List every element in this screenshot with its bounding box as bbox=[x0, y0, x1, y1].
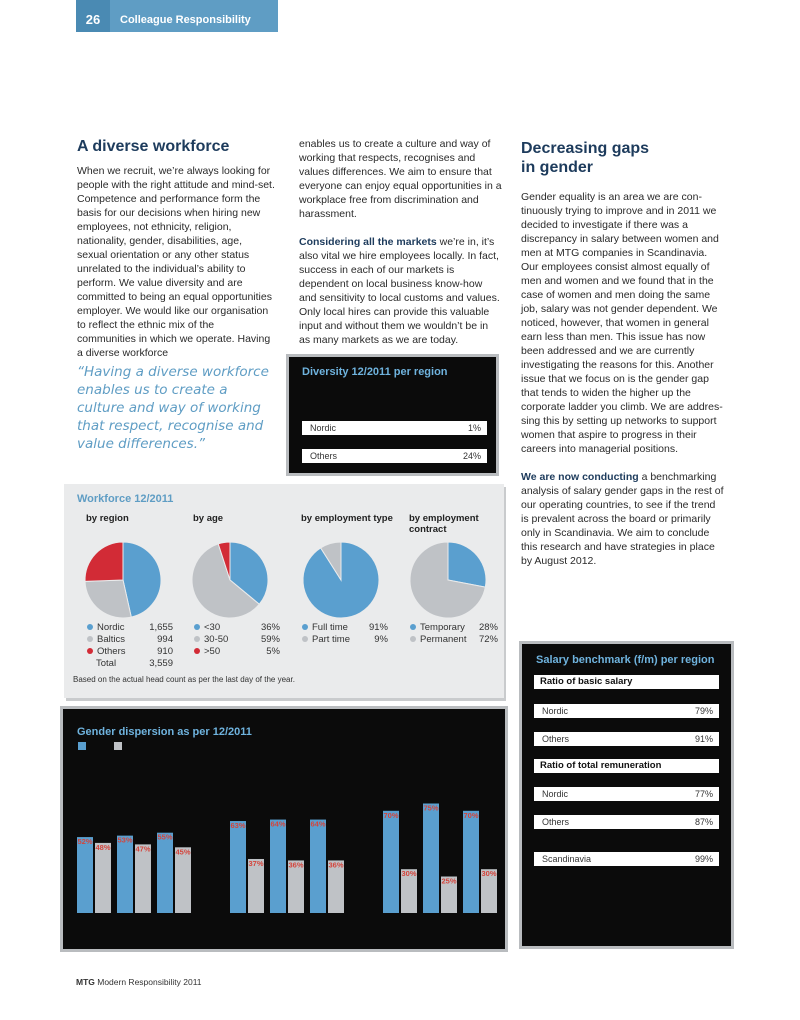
legend-value: 910 bbox=[157, 646, 173, 657]
total-label: Total bbox=[96, 658, 117, 669]
scandinavia-value: 99% bbox=[694, 854, 713, 864]
legend-value: 1,655 bbox=[149, 622, 173, 633]
total-remuneration-header: Ratio of total remuneration bbox=[534, 759, 719, 773]
workforce-legend-item bbox=[87, 622, 187, 634]
diversity-title: Diversity 12/2011 per region bbox=[302, 366, 448, 378]
workforce-legend-item bbox=[302, 634, 402, 646]
pie-slice-baltics bbox=[85, 580, 131, 618]
gender-bar-label: 52% bbox=[77, 837, 93, 847]
gender-bar bbox=[175, 847, 191, 913]
diversity-row bbox=[302, 421, 487, 435]
scandinavia-row bbox=[534, 852, 719, 866]
diversity-row-label: Nordic bbox=[310, 423, 337, 433]
workforce-total bbox=[96, 658, 187, 670]
legend-dot-icon bbox=[87, 624, 93, 630]
legend-dot-icon bbox=[410, 624, 416, 630]
diversity-row-value: 24% bbox=[462, 451, 481, 461]
workforce-legend-item bbox=[410, 622, 510, 634]
workforce-legend-item bbox=[194, 622, 294, 634]
heading-gender-gaps-line2: in gender bbox=[521, 159, 594, 176]
gender-bar bbox=[383, 811, 399, 913]
workforce-chart-subtitle: by employment type bbox=[301, 513, 393, 524]
col3-body-part1: Gender equality is an area we are con-tinuously trying to improve and in 2011 we decided to investigate if there was a discrepancy in salary between women and men at MTG companies in Scandinavia. Our employees consist almost equally of men and women and we found that in the case of women and men doing the same job, salary was not gender dependent. We noticed, however, that women in general earn less than men. This issue has now been addressed and we are currently investigating the reasons for this. Another issue that we focus on is the gender gap that tends to widen the higher up the corporate ladder you climb. We are addres-sing this by setting up networks to support women that aspire to progress in their careers into managerial positions. bbox=[521, 191, 723, 455]
total-remuneration-row bbox=[534, 815, 719, 829]
footer bbox=[76, 977, 202, 987]
gender-bar bbox=[135, 844, 151, 913]
basic-salary-value: 79% bbox=[694, 706, 713, 716]
col3-body bbox=[521, 190, 725, 568]
diversity-row-value: 1% bbox=[467, 423, 481, 433]
gender-bar-label: 64% bbox=[310, 819, 326, 829]
legend-value: 36% bbox=[260, 622, 280, 633]
workforce-chart-subtitle: by age bbox=[193, 513, 224, 524]
workforce-pie-chart bbox=[185, 535, 275, 625]
gender-bar bbox=[270, 820, 286, 913]
workforce-chart-subtitle: by employment contract bbox=[409, 513, 479, 535]
legend-label: Full time bbox=[312, 622, 348, 633]
legend-value: 91% bbox=[368, 622, 388, 633]
gender-bar bbox=[117, 836, 133, 913]
workforce-legend-item bbox=[302, 622, 402, 634]
diversity-panel bbox=[289, 357, 496, 473]
heading-gender-gaps bbox=[521, 139, 649, 177]
legend-dot-icon bbox=[87, 636, 93, 642]
total-remuneration-value: 77% bbox=[694, 789, 713, 799]
gender-bar bbox=[310, 820, 326, 913]
total-remuneration-label: Nordic bbox=[542, 789, 569, 799]
pull-quote: “Having a diverse workforce enables us to create a culture and way of working that respect, recognise and value differences.” bbox=[77, 364, 269, 452]
gender-bar-label: 70% bbox=[463, 810, 479, 820]
workforce-legend-item bbox=[410, 634, 510, 646]
workforce-title: Workforce 12/2011 bbox=[77, 493, 174, 505]
legend-label: Temporary bbox=[420, 622, 465, 633]
legend-label: Nordic bbox=[97, 622, 125, 633]
gender-bar-label: 30% bbox=[401, 869, 417, 879]
footer-brand: MTG bbox=[76, 977, 95, 987]
workforce-chart-subtitle: by region bbox=[86, 513, 129, 524]
salary-benchmark-panel bbox=[522, 644, 731, 946]
workforce-legend-item bbox=[194, 634, 294, 646]
workforce-legend-item bbox=[87, 646, 187, 658]
pie-slice-temporary bbox=[448, 542, 486, 587]
legend-dot-icon bbox=[194, 636, 200, 642]
legend-label: Part time bbox=[312, 634, 351, 645]
legend-value: 994 bbox=[157, 634, 173, 645]
total-remuneration-value: 87% bbox=[694, 817, 713, 827]
legend-label: Baltics bbox=[97, 634, 125, 645]
col2-lead: Considering all the markets bbox=[299, 236, 437, 248]
gender-dispersion-title: Gender dispersion as per 12/2011 bbox=[77, 726, 252, 738]
gender-bar bbox=[463, 811, 479, 913]
gender-bar bbox=[77, 837, 93, 913]
gender-bar bbox=[230, 821, 246, 913]
legend-value: 72% bbox=[478, 634, 498, 645]
basic-salary-label: Others bbox=[542, 734, 570, 744]
col3-lead: We are now conducting bbox=[521, 471, 639, 483]
basic-salary-label: Nordic bbox=[542, 706, 569, 716]
col1-body: When we recruit, we’re always looking for people with the right attitude and mind-set. Competence and performance form the basis for our decisions when hiring new employees, not ethnicity, religion, nationality, gender, disabilities, age, sexual orientation or any other status unrelated to the individual’s ability to perform. We value diversity and are committed to being an equal opportunities employer. We would like our organisation to reflect the ethnic mix of the communities in which we operate. Having a diverse workforce bbox=[77, 165, 275, 359]
legend-value: 28% bbox=[478, 622, 498, 633]
col2-body bbox=[299, 137, 502, 347]
gender-bar-label: 36% bbox=[328, 860, 344, 870]
legend-dot-icon bbox=[194, 648, 200, 654]
gender-bar-label: 45% bbox=[175, 847, 191, 857]
col3-body-part2: a benchmarking analysis of salary gender gaps in the rest of our operating countries, to see if the trend is prevalent across the board or primarily only in Scandinavia. We aim to conclude this research and have strategies in place by August 2012. bbox=[521, 471, 724, 567]
workforce-pie-chart bbox=[403, 535, 493, 625]
gender-bar-label: 55% bbox=[157, 832, 173, 842]
workforce-note: Based on the actual head count as per the last day of the year. bbox=[73, 675, 295, 684]
gender-bar-label: 48% bbox=[95, 842, 111, 852]
legend-value: 59% bbox=[260, 634, 280, 645]
workforce-legend-item bbox=[87, 634, 187, 646]
gender-bar-label: 47% bbox=[135, 844, 151, 854]
section-header bbox=[76, 0, 278, 32]
salary-benchmark-title: Salary benchmark (f/m) per region bbox=[536, 654, 715, 666]
gender-bar-label: 25% bbox=[441, 876, 457, 886]
gender-bar bbox=[423, 804, 439, 914]
legend-dot-icon bbox=[87, 648, 93, 654]
page-number: 26 bbox=[76, 0, 110, 32]
legend-dot-icon bbox=[194, 624, 200, 630]
section-title: Colleague Responsibility bbox=[120, 14, 251, 26]
legend-label: Permanent bbox=[420, 634, 467, 645]
gender-dispersion-panel bbox=[63, 709, 505, 949]
gender-bar-label: 37% bbox=[248, 858, 264, 868]
basic-salary-header: Ratio of basic salary bbox=[534, 675, 719, 689]
workforce-panel bbox=[64, 484, 504, 698]
gender-bar-label: 53% bbox=[117, 835, 133, 845]
basic-salary-row bbox=[534, 732, 719, 746]
col2-body-part1: enables us to create a culture and way of working that respects, recognises and values differences. We aim to ensure that everyone can enjoy equal opportunities in a workplace free from discrimination and harassment. bbox=[299, 138, 502, 220]
legend-value: 5% bbox=[266, 646, 280, 657]
gender-bar-label: 64% bbox=[270, 819, 286, 829]
legend-label: <30 bbox=[204, 622, 221, 633]
gender-bar bbox=[157, 833, 173, 913]
workforce-pie-chart bbox=[296, 535, 386, 625]
gender-bar-label: 36% bbox=[288, 860, 304, 870]
gender-bar bbox=[95, 843, 111, 913]
footer-text: Modern Responsibility 2011 bbox=[94, 977, 202, 987]
scandinavia-label: Scandinavia bbox=[542, 854, 592, 864]
gender-bar-label: 75% bbox=[423, 803, 439, 813]
legend-value: 9% bbox=[374, 634, 388, 645]
total-value: 3,559 bbox=[149, 658, 173, 669]
diversity-row bbox=[302, 449, 487, 463]
gender-bar-label: 63% bbox=[230, 821, 246, 831]
basic-salary-value: 91% bbox=[694, 734, 713, 744]
legend-label: >50 bbox=[204, 646, 221, 657]
gender-bar-label: 70% bbox=[383, 810, 399, 820]
diversity-row-label: Others bbox=[310, 451, 338, 461]
basic-salary-row bbox=[534, 704, 719, 718]
legend-label: Others bbox=[97, 646, 126, 657]
total-remuneration-label: Others bbox=[542, 817, 570, 827]
heading-diverse-workforce: A diverse workforce bbox=[77, 138, 230, 155]
workforce-legend-item bbox=[194, 646, 294, 658]
legend-label: 30-50 bbox=[204, 634, 229, 645]
gender-dispersion-chart bbox=[63, 709, 505, 949]
legend-dot-icon bbox=[302, 624, 308, 630]
pie-slice-others bbox=[85, 542, 123, 581]
legend-dot-icon bbox=[302, 636, 308, 642]
total-remuneration-row bbox=[534, 787, 719, 801]
col2-body-part2: we’re in, it’s also vital we hire employees locally. In fact, success in each of our markets is dependent on local business know-how and sensitivity to local customs and values. Only local hires can provide this valuable input and without them we wouldn’t be in as many markets as we are today. bbox=[299, 236, 500, 346]
heading-gender-gaps-line1: Decreasing gaps bbox=[521, 140, 650, 157]
gender-bar-label: 30% bbox=[481, 869, 497, 879]
workforce-pie-chart bbox=[78, 535, 168, 625]
legend-dot-icon bbox=[410, 636, 416, 642]
